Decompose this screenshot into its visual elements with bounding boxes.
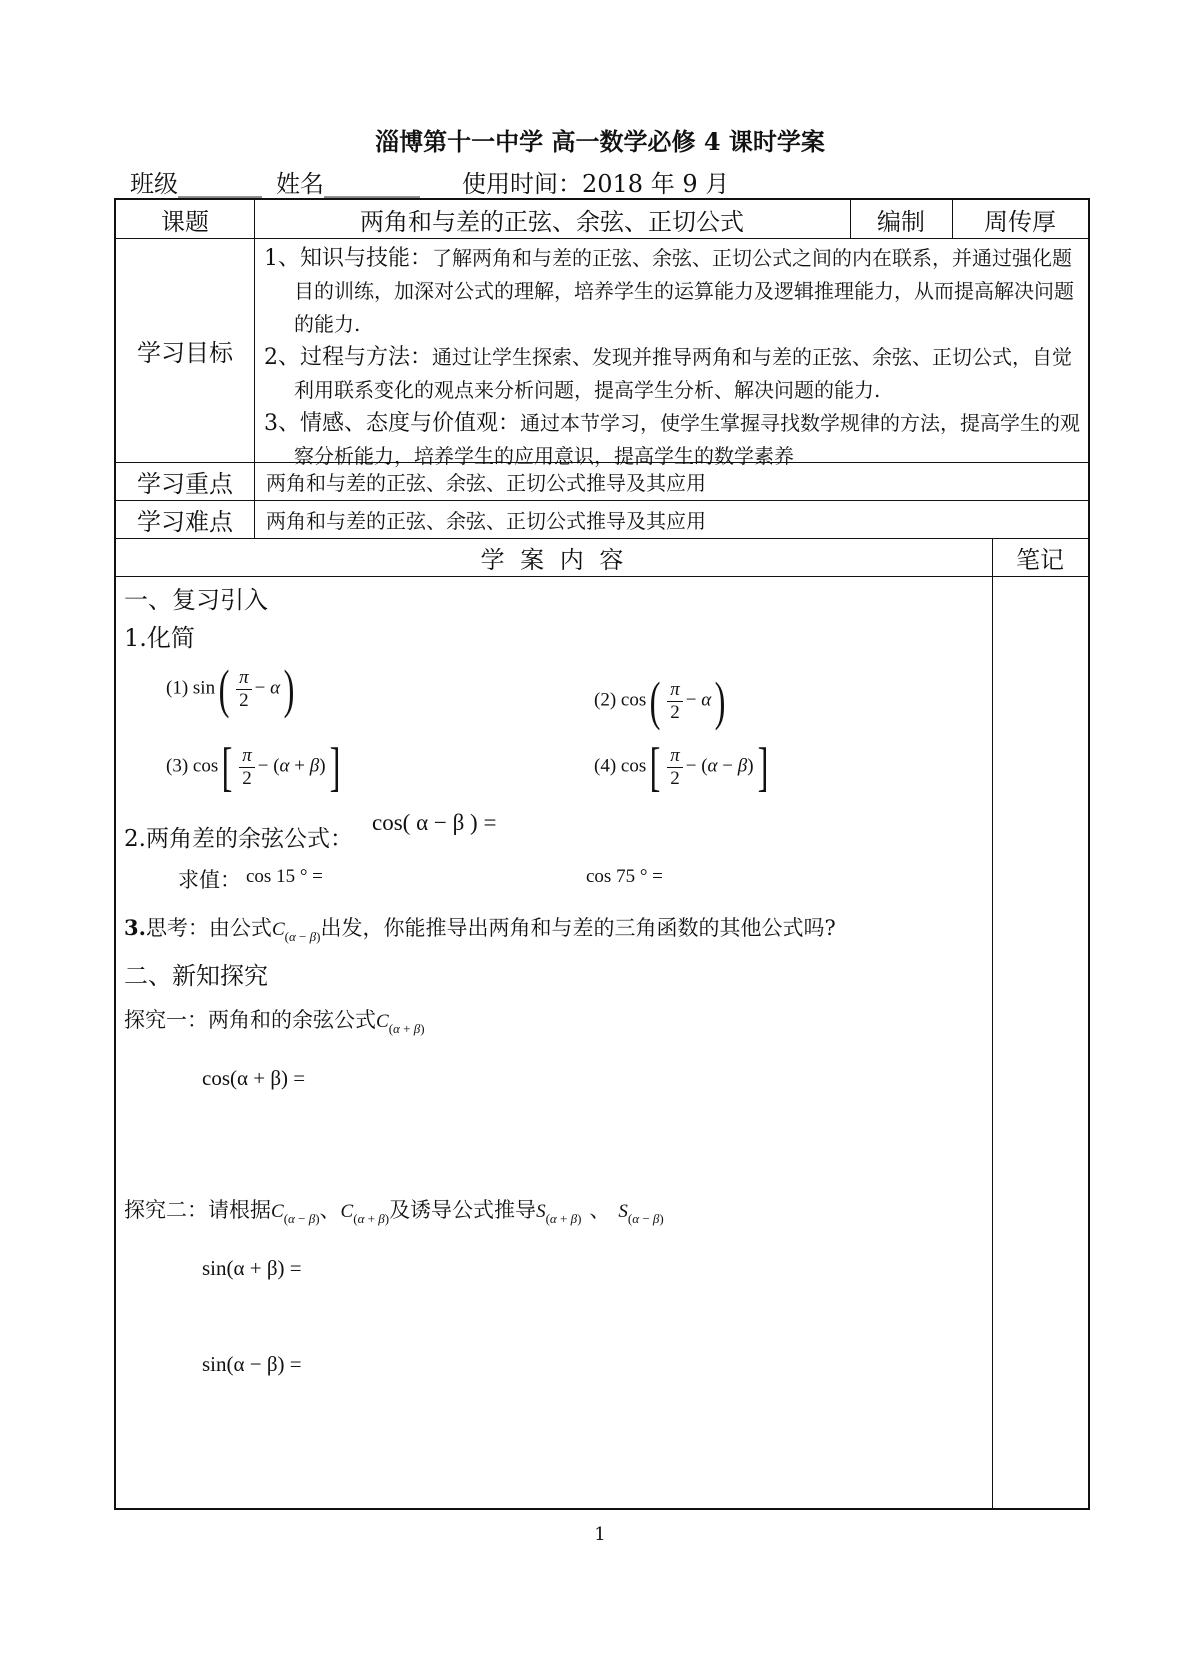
cos-sum-formula: cos(α + β) = <box>202 1066 306 1090</box>
notes-header: 笔记 <box>1016 545 1064 574</box>
key-value: 两角和与差的正弦、余弦、正切公式推导及其应用 <box>266 470 706 495</box>
objective-2: 2、过程与方法：通过让学生探索、发现并推导两角和与差的正弦、余弦、正切公式，自觉利用联系变化的观点来分析问题，提高学生分析、解决问题的能力. <box>264 345 1073 402</box>
difficulty-value: 两角和与差的正弦、余弦、正切公式推导及其应用 <box>266 508 706 533</box>
expr-2: (2) cos( $\frac{\pi}{2}$ − α) <box>594 671 726 731</box>
section-explore: 二、新知探究 <box>124 962 268 990</box>
editor-label: 编制 <box>877 207 925 236</box>
objective-1: 1、知识与技能：了解两角和与差的正弦、余弦、正切公式之间的内在联系，并通过强化题目的训练，加深对公式的理解，培养学生的运算能力及逻辑推理能力，从而提高解决问题的能力. <box>264 246 1074 336</box>
objectives-label: 学习目标 <box>137 338 233 367</box>
sin-sum-formula: sin(α + β) = <box>202 1256 302 1280</box>
eval-label: 求值： <box>178 868 241 892</box>
section-review: 一、复习引入 <box>124 586 268 614</box>
eval-cos75: cos 75 ° = <box>586 866 663 887</box>
content-header: 学 案 内 容 <box>480 545 628 574</box>
objectives-list <box>264 242 1080 473</box>
topic-label: 课题 <box>161 207 209 236</box>
explore-2: 探究二：请根据$C_{(\alpha - \beta)}$、$C_{(\alpha + \beta)}$及诱导公式推导$S_{(\alpha + \beta)}$ 、 $S_{(\alpha - \beta)}$ <box>124 1198 664 1226</box>
eval-cos15: cos 15 ° = <box>246 866 323 887</box>
item-cos-diff: 2.两角差的余弦公式： <box>124 826 353 852</box>
item-think: 3.思考：由公式$C_{(\alpha - \beta)}$出发，你能推导出两角和与差的三角函数的其他公式吗? <box>124 915 836 944</box>
class-field: 班级_______ <box>130 170 262 198</box>
topic-value: 两角和与差的正弦、余弦、正切公式 <box>360 207 744 236</box>
page-title: 淄博第十一中学 高一数学必修 4 课时学案 <box>375 127 825 156</box>
page-number: 1 <box>594 1524 606 1545</box>
name-field: 姓名________ <box>276 170 420 198</box>
sin-diff-formula: sin(α − β) = <box>202 1352 302 1376</box>
editor-value: 周传厚 <box>984 207 1056 236</box>
key-label: 学习重点 <box>137 469 233 498</box>
expr-1: (1) sin( $\frac{\pi}{2}$ − α) <box>166 659 295 719</box>
date-field: 使用时间：2018 年 9 月 <box>462 170 730 198</box>
objective-3: 3、情感、态度与价值观：通过本节学习，使学生掌握寻找数学规律的方法，提高学生的观察分析能力，培养学生的应用意识，提高学生的数学素养 <box>264 411 1081 468</box>
explore-1: 探究一：两角和的余弦公式$C_{(\alpha + \beta)}$ <box>124 1008 425 1036</box>
cos-diff-formula: cos( α − β ) = <box>372 810 497 835</box>
lesson-table <box>114 198 1090 1510</box>
expr-3: (3) cos[ $\frac{\pi}{2}$ − (α + β)] <box>166 737 340 797</box>
item-simplify: 1.化简 <box>124 624 195 652</box>
difficulty-label: 学习难点 <box>137 507 233 536</box>
expr-4: (4) cos[ $\frac{\pi}{2}$ − (α − β)] <box>594 737 768 797</box>
